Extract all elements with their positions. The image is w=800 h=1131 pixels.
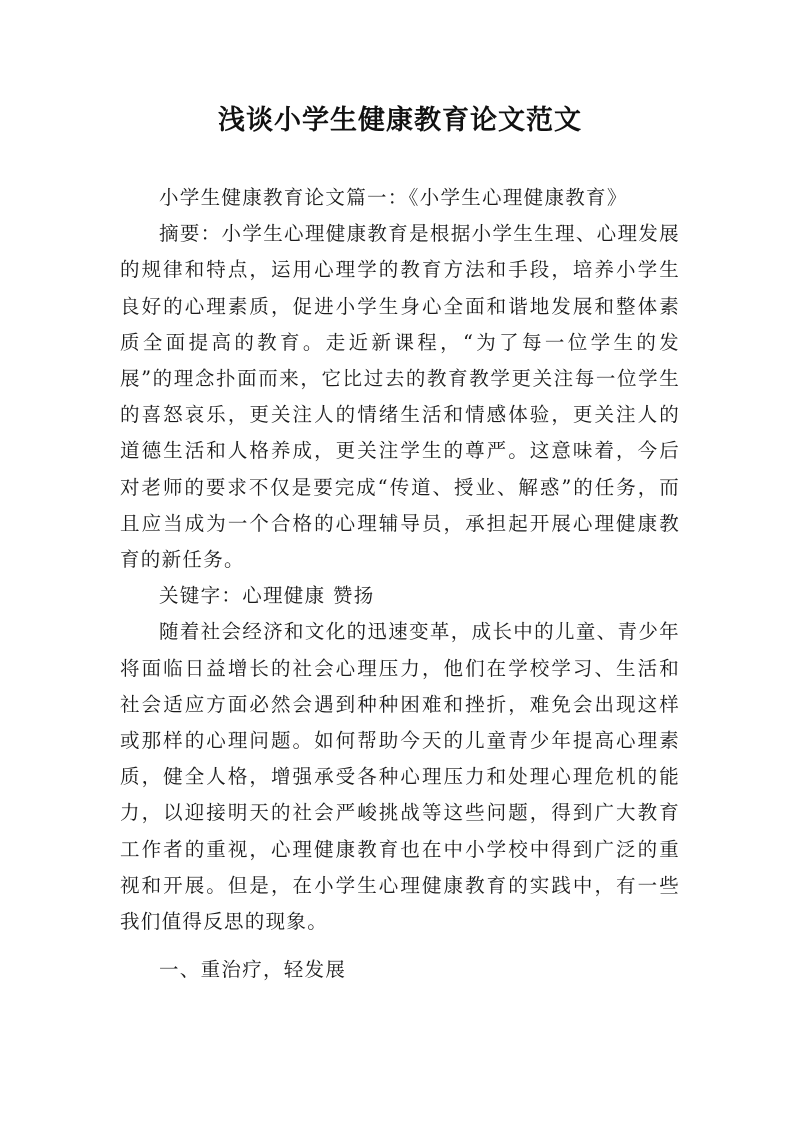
section-one-heading: 一、重治疗，轻发展 (159, 958, 347, 982)
keywords-line: 关键字：心理健康 赞扬 (159, 584, 375, 608)
abstract-paragraph: 摘要：小学生心理健康教育是根据小学生生理、心理发展的规律和特点，运用心理学的教育方法和手段，培养小学生良好的心理素质，促进小学生身心全面和谐地发展和整体素质全面提高的教育。走近新课程，“为了每一位学生的发展”的理念扑面而来，它比过去的教育教学更关注每一位学生的喜怒哀乐，更关注人的情绪生活和情感体验，更关注人的道德生活和人格养成，更关注学生的尊严。这意味着，今后对老师的要求不仅是要完成“传道、授业、解惑”的任务，而且应当成为一个合格的心理辅导员，承担起开展心理健康教育的新任务。 (120, 222, 680, 572)
article-heading: 小学生健康教育论文篇一：《小学生心理健康教育》 (159, 186, 628, 209)
intro-paragraph: 随着社会经济和文化的迅速变革，成长中的儿童、青少年将面临日益增长的社会心理压力，他们在学校学习、生活和社会适应方面必然会遇到种种困难和挫折，难免会出现这样或那样的心理问题。如何帮助今天的儿童青少年提高心理素质，健全人格，增强承受各种心理压力和处理心理危机的能力，以迎接明天的社会严峻挑战等这些问题，得到广大教育工作者的重视，心理健康教育也在中小学校中得到广泛的重视和开展。但是，在小学生心理健康教育的实践中，有一些我们值得反思的现象。 (120, 620, 680, 934)
document-body (120, 180, 680, 988)
document-title: 浅谈小学生健康教育论文范文 (218, 105, 582, 136)
